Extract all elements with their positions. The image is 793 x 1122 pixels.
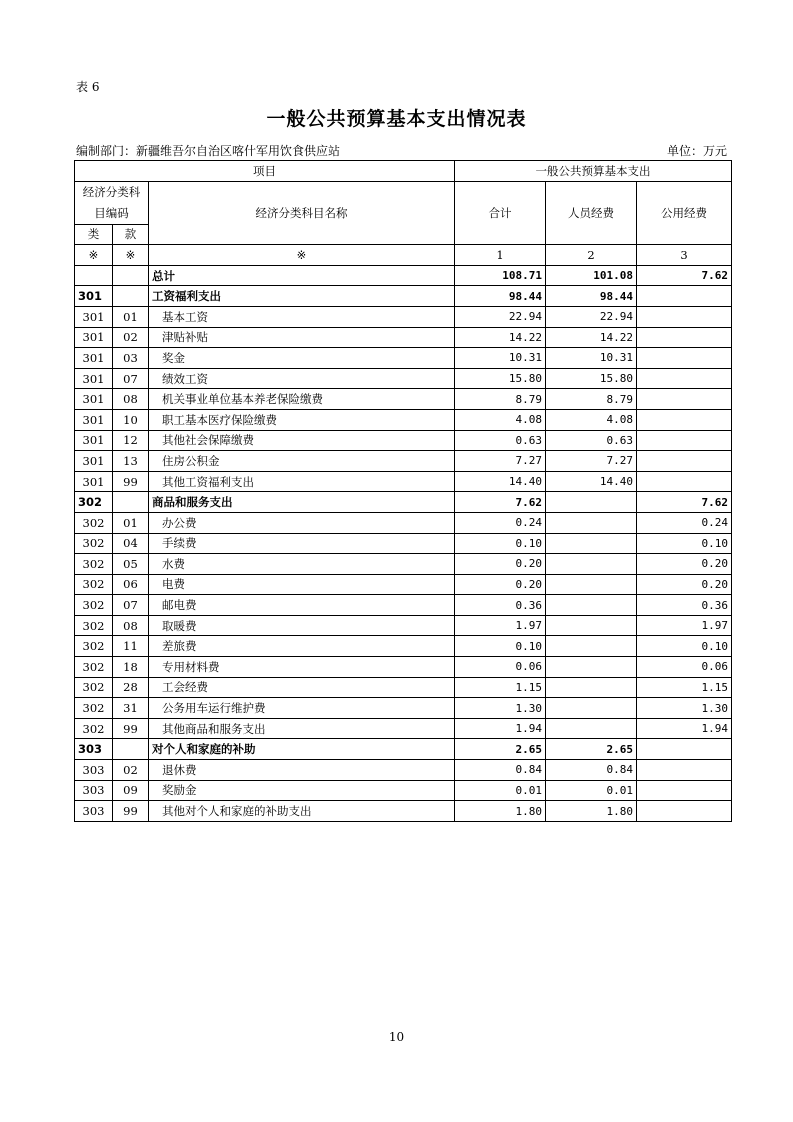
cell-item-name: 奖金 [149,348,455,369]
cell-item-name: 邮电费 [149,595,455,616]
table-row [75,801,732,822]
cell-item-name: 总计 [149,265,455,286]
cell-total: 98.44 [455,286,546,307]
cell-item-code: 28 [113,677,149,698]
cell-item-name: 取暖费 [149,615,455,636]
currency-unit: 单位：万元 [666,144,727,158]
cell-category-code: 301 [75,327,113,348]
cell-item-name: 其他商品和服务支出 [149,718,455,739]
cell-item-code [113,739,149,760]
table-row-subtotal [75,265,732,286]
table-row-subtotal [75,492,732,513]
cell-total: 1.30 [455,698,546,719]
header-public: 公用经费 [637,181,732,245]
cell-personnel [546,698,637,719]
cell-item-name: 其他社会保障缴费 [149,430,455,451]
cell-public [637,348,732,369]
table-row [75,554,732,575]
cell-total: 0.10 [455,533,546,554]
cell-public [637,471,732,492]
cell-item-name: 专用材料费 [149,657,455,678]
cell-public: 0.10 [637,636,732,657]
page-number: 10 [388,1030,405,1044]
cell-public [637,368,732,389]
cell-public: 1.15 [637,677,732,698]
header-personnel: 人员经费 [546,181,637,245]
cell-item-code: 02 [113,760,149,781]
table-row [75,574,732,595]
cell-personnel [546,615,637,636]
cell-personnel: 10.31 [546,348,637,369]
cell-item-code: 99 [113,471,149,492]
header-basic-expenditure: 一般公共预算基本支出 [455,161,732,182]
cell-personnel [546,677,637,698]
cell-total: 10.31 [455,348,546,369]
cell-personnel: 0.84 [546,760,637,781]
cell-public [637,739,732,760]
cell-total: 1.97 [455,615,546,636]
cell-item-name: 住房公积金 [149,451,455,472]
table-row [75,636,732,657]
cell-item-name: 水费 [149,554,455,575]
cell-item-code: 08 [113,389,149,410]
cell-total: 14.22 [455,327,546,348]
cell-personnel [546,595,637,616]
cell-category-code: 302 [75,657,113,678]
cell-total: 0.24 [455,512,546,533]
table-row [75,615,732,636]
cell-item-name: 电费 [149,574,455,595]
cell-category-code: 302 [75,636,113,657]
mark-name: ※ [149,245,455,266]
cell-personnel [546,718,637,739]
compiling-department: 编制部门：新疆维吾尔自治区喀什军用饮食供应站 [76,144,341,158]
cell-personnel: 22.94 [546,306,637,327]
cell-personnel: 8.79 [546,389,637,410]
cell-public: 7.62 [637,265,732,286]
cell-public [637,451,732,472]
cell-personnel [546,636,637,657]
cell-item-code: 09 [113,780,149,801]
cell-public: 1.97 [637,615,732,636]
table-row [75,471,732,492]
cell-item-name: 公务用车运行维护费 [149,698,455,719]
col-number-3: 3 [637,245,732,266]
cell-item-code: 99 [113,801,149,822]
cell-category-code: 302 [75,615,113,636]
cell-personnel: 4.08 [546,409,637,430]
cell-personnel [546,574,637,595]
table-row [75,389,732,410]
cell-public: 1.30 [637,698,732,719]
cell-item-name: 工资福利支出 [149,286,455,307]
cell-public: 0.20 [637,554,732,575]
cell-total: 0.01 [455,780,546,801]
cell-item-code: 02 [113,327,149,348]
cell-category-code: 301 [75,368,113,389]
cell-item-name: 奖励金 [149,780,455,801]
cell-item-code: 07 [113,595,149,616]
header-project: 项目 [75,161,455,182]
cell-total: 0.36 [455,595,546,616]
cell-total: 0.20 [455,554,546,575]
cell-total: 0.63 [455,430,546,451]
cell-public: 0.06 [637,657,732,678]
page-title: 一般公共预算基本支出情况表 [266,108,527,130]
cell-item-code: 99 [113,718,149,739]
cell-item-code: 05 [113,554,149,575]
cell-category-code: 301 [75,348,113,369]
cell-category-code: 302 [75,492,113,513]
cell-category-code: 303 [75,801,113,822]
cell-personnel: 101.08 [546,265,637,286]
cell-total: 7.27 [455,451,546,472]
table-row-subtotal [75,739,732,760]
table-row [75,595,732,616]
cell-category-code: 301 [75,451,113,472]
table-row [75,718,732,739]
cell-item-code: 03 [113,348,149,369]
cell-category-code: 301 [75,306,113,327]
cell-public [637,780,732,801]
cell-category-code: 302 [75,677,113,698]
header-code-group: 经济分类科目编码 [75,181,149,224]
cell-item-code [113,286,149,307]
header-row-4 [75,245,732,266]
cell-public [637,430,732,451]
header-total: 合计 [455,181,546,245]
cell-total: 2.65 [455,739,546,760]
col-number-2: 2 [546,245,637,266]
table-row [75,327,732,348]
cell-category-code: 302 [75,698,113,719]
cell-category-code: 303 [75,780,113,801]
cell-personnel: 0.63 [546,430,637,451]
cell-category-code: 301 [75,389,113,410]
table-row [75,677,732,698]
cell-category-code [75,265,113,286]
table-row [75,306,732,327]
cell-item-name: 手续费 [149,533,455,554]
cell-item-code: 13 [113,451,149,472]
cell-public: 7.62 [637,492,732,513]
mark-lei: ※ [75,245,113,266]
cell-public: 0.10 [637,533,732,554]
cell-total: 1.15 [455,677,546,698]
cell-item-code [113,265,149,286]
cell-total: 0.06 [455,657,546,678]
cell-personnel: 7.27 [546,451,637,472]
cell-item-code: 12 [113,430,149,451]
cell-total: 1.94 [455,718,546,739]
table-row [75,512,732,533]
cell-public: 0.36 [637,595,732,616]
cell-public: 1.94 [637,718,732,739]
table-row [75,451,732,472]
cell-category-code: 301 [75,471,113,492]
cell-item-code: 10 [113,409,149,430]
cell-total: 108.71 [455,265,546,286]
cell-public: 0.24 [637,512,732,533]
table-row [75,760,732,781]
cell-category-code: 302 [75,512,113,533]
cell-personnel: 14.22 [546,327,637,348]
cell-item-name: 绩效工资 [149,368,455,389]
cell-item-code: 11 [113,636,149,657]
cell-item-code: 07 [113,368,149,389]
cell-item-name: 津贴补贴 [149,327,455,348]
cell-total: 1.80 [455,801,546,822]
cell-item-code: 01 [113,306,149,327]
table-row [75,698,732,719]
table-row [75,533,732,554]
header-kuan: 款 [113,224,149,245]
cell-category-code: 303 [75,760,113,781]
cell-total: 14.40 [455,471,546,492]
cell-item-code: 08 [113,615,149,636]
cell-total: 7.62 [455,492,546,513]
cell-public [637,409,732,430]
cell-item-code: 06 [113,574,149,595]
cell-category-code: 301 [75,409,113,430]
cell-category-code: 302 [75,595,113,616]
cell-category-code: 302 [75,554,113,575]
cell-item-name: 机关事业单位基本养老保险缴费 [149,389,455,410]
cell-public [637,801,732,822]
cell-total: 0.10 [455,636,546,657]
cell-item-name: 办公费 [149,512,455,533]
table-row [75,409,732,430]
cell-personnel [546,533,637,554]
cell-public [637,327,732,348]
cell-public [637,286,732,307]
cell-public: 0.20 [637,574,732,595]
cell-personnel: 1.80 [546,801,637,822]
header-row-1 [75,161,732,182]
cell-item-name: 对个人和家庭的补助 [149,739,455,760]
mark-kuan: ※ [113,245,149,266]
cell-personnel [546,492,637,513]
cell-total: 4.08 [455,409,546,430]
cell-item-name: 其他对个人和家庭的补助支出 [149,801,455,822]
cell-personnel [546,512,637,533]
cell-item-code: 01 [113,512,149,533]
cell-item-name: 其他工资福利支出 [149,471,455,492]
cell-item-code: 04 [113,533,149,554]
cell-item-name: 基本工资 [149,306,455,327]
cell-category-code: 302 [75,718,113,739]
table-row [75,430,732,451]
cell-item-code: 18 [113,657,149,678]
cell-item-name: 退休费 [149,760,455,781]
table-row [75,368,732,389]
cell-item-code [113,492,149,513]
cell-total: 22.94 [455,306,546,327]
cell-personnel [546,554,637,575]
header-lei: 类 [75,224,113,245]
cell-category-code: 302 [75,533,113,554]
cell-item-name: 职工基本医疗保险缴费 [149,409,455,430]
cell-personnel [546,657,637,678]
budget-table [74,160,732,822]
cell-total: 0.20 [455,574,546,595]
cell-personnel: 2.65 [546,739,637,760]
cell-public [637,306,732,327]
cell-total: 15.80 [455,368,546,389]
cell-category-code: 301 [75,430,113,451]
col-number-1: 1 [455,245,546,266]
cell-personnel: 0.01 [546,780,637,801]
cell-personnel: 15.80 [546,368,637,389]
cell-public [637,760,732,781]
table-row [75,348,732,369]
cell-public [637,389,732,410]
cell-total: 0.84 [455,760,546,781]
cell-category-code: 302 [75,574,113,595]
header-item-name: 经济分类科目名称 [149,181,455,245]
cell-personnel: 98.44 [546,286,637,307]
cell-item-name: 商品和服务支出 [149,492,455,513]
cell-item-name: 差旅费 [149,636,455,657]
cell-category-code: 301 [75,286,113,307]
table-number: 表 6 [76,80,100,94]
table-row-subtotal [75,286,732,307]
cell-item-code: 31 [113,698,149,719]
cell-personnel: 14.40 [546,471,637,492]
cell-total: 8.79 [455,389,546,410]
cell-item-name: 工会经费 [149,677,455,698]
table-row [75,780,732,801]
header-row-2 [75,181,732,224]
table-row [75,657,732,678]
cell-category-code: 303 [75,739,113,760]
